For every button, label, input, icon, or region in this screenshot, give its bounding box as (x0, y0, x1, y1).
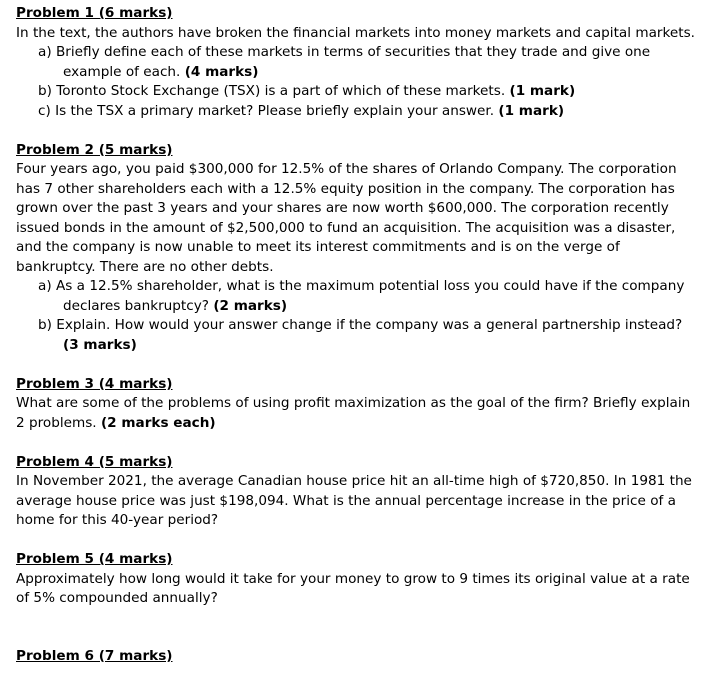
part-text: Is the TSX a primary market? Please briefly explain your answer. (55, 102, 495, 119)
part-a (38, 277, 713, 316)
intro-text: What are some of the problems of using profit maximization as the goal of the firm? Briefly explain 2 problems. (16, 395, 691, 431)
part-label: a) (38, 44, 52, 60)
part-text: Briefly define each of these markets in terms of securities that they trade and give one example of each. (55, 44, 651, 80)
part-marks: (1 mark) (509, 83, 576, 99)
problem-title: Problem 6 (7 marks) (16, 647, 173, 664)
part-text: Explain. How would your answer change if the company was a general partnership instead? (56, 317, 683, 333)
part-a (38, 43, 713, 82)
problem-title: Problem 5 (4 marks) (16, 551, 173, 567)
part-label: b) (38, 317, 52, 333)
problem-3 (16, 375, 713, 434)
problem-parts (16, 43, 713, 121)
part-label: b) (38, 83, 52, 99)
problem-2 (16, 141, 713, 356)
problem-4 (16, 453, 713, 531)
part-b (38, 316, 713, 355)
part-text: Toronto Stock Exchange (TSX) is a part of which of these markets. (56, 83, 506, 99)
problem-title: Problem 2 (5 marks) (16, 141, 173, 158)
problem-intro (16, 394, 713, 433)
part-b (38, 82, 713, 102)
part-marks: (2 marks) (213, 297, 288, 314)
problem-6 (16, 647, 713, 667)
intro-marks: (2 marks each) (100, 414, 216, 431)
problem-1 (16, 4, 713, 121)
problem-intro: Four years ago, you paid $300,000 for 12.5% of the shares of Orlando Company. The corporation has 7 other shareholders each with a 12.5% equity position in the company. The corporation has grown over the past 3 years and your shares are now worth $600,000. The corporation recently issued bonds in the amount of $2,500,000 to fund an acquisition. The acquisition was a disaster, and the company is now unable to meet its interest commitments and is on the verge of bankruptcy. There are no other debts. (16, 161, 677, 275)
part-label: a) (38, 278, 52, 294)
problem-intro: In the text, the authors have broken the financial markets into money markets and capital markets. (16, 24, 695, 41)
problem-title: Problem 1 (6 marks) (16, 5, 173, 21)
part-text: As a 12.5% shareholder, what is the maximum potential loss you could have if the company declares bankruptcy? (55, 278, 685, 314)
part-marks: (1 mark) (498, 102, 565, 119)
part-c (38, 102, 713, 122)
problem-intro: Approximately how long would it take for your money to grow to 9 times its original value at a rate of 5% compounded annually? (16, 570, 690, 606)
problem-parts (16, 277, 713, 355)
problem-intro: In November 2021, the average Canadian house price hit an all-time high of $720,850. In 1981 the average house price was just $198,094. What is the annual percentage increase in the price of a home for this 40-year period? (16, 473, 692, 528)
part-marks: (4 marks) (184, 63, 259, 80)
part-marks: (3 marks) (63, 336, 137, 353)
part-label: c) (38, 102, 51, 119)
problem-5 (16, 550, 713, 609)
problem-title: Problem 4 (5 marks) (16, 453, 173, 470)
problem-title: Problem 3 (4 marks) (16, 375, 173, 392)
